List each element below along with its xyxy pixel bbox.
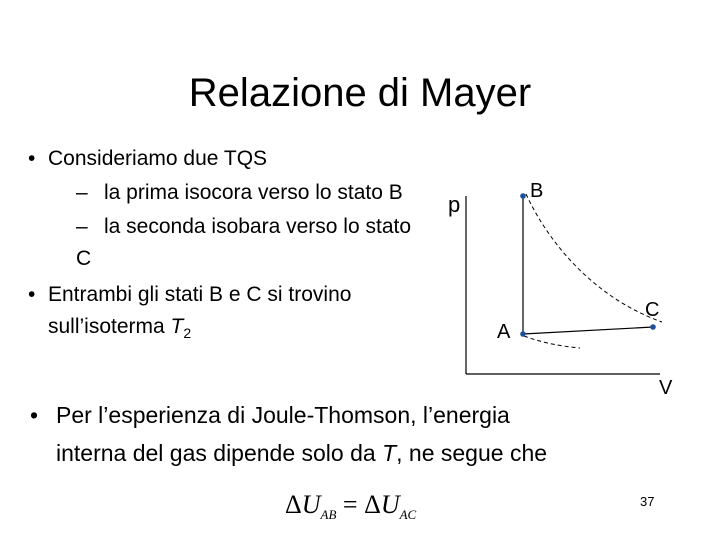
isobaric-line (523, 327, 653, 334)
bullet-text-2-line2 (48, 314, 191, 346)
formula-sub-left: AB (320, 507, 337, 523)
bullet-marker: • (28, 283, 36, 306)
bullet-text-3-suffix: , ne segue che (396, 440, 548, 466)
bullet-text-2-prefix: sull’isoterma (48, 315, 171, 338)
bullet-text-1: Consideriamo due TQS (48, 147, 268, 170)
formula-sub-right: AC (399, 507, 417, 523)
point-c-label: C (645, 299, 660, 321)
page-number: 37 (640, 494, 655, 509)
v-axis-label: V (659, 377, 673, 399)
subbullet-text-2-line1: la seconda isobara verso lo stato (104, 215, 412, 238)
bullet-text-3-line1: Per l’esperienza di Joule-Thomson, l’energia (56, 402, 510, 428)
formula-u-left: U (301, 490, 321, 519)
subbullet-text-1: la prima isocora verso lo stato B (104, 181, 403, 204)
bullet-marker: • (30, 402, 39, 428)
temperature-variable: T (170, 315, 184, 338)
formula-delta-u (285, 490, 416, 523)
temperature-subscript: 2 (183, 325, 192, 342)
bullet-marker: • (28, 147, 36, 170)
point-c-marker (650, 324, 656, 330)
formula-delta-left: Δ (285, 490, 302, 519)
point-b-label: B (530, 180, 544, 202)
isotherm-t1-curve (524, 336, 580, 348)
point-b-marker (520, 193, 526, 199)
point-a-label: A (497, 321, 511, 343)
formula-delta-right: Δ (364, 490, 381, 519)
subbullet-text-2-line2: C (76, 247, 92, 270)
dash-marker: – (76, 215, 88, 238)
point-a-marker (520, 331, 526, 337)
bullet-text-2-line1: Entrambi gli stati B e C si trovino (48, 283, 352, 306)
pv-diagram (440, 170, 680, 400)
bullet-text-3-prefix: interna del gas dipende solo da (56, 440, 383, 466)
isotherm-t2-curve (526, 194, 662, 322)
dash-marker: – (76, 181, 88, 204)
p-axis-label: p (448, 192, 461, 217)
bullet-text-3-line2 (56, 440, 547, 466)
formula-equals: = (336, 490, 365, 519)
slide-title: Relazione di Mayer (188, 71, 532, 115)
formula-u-right: U (380, 490, 400, 519)
temperature-variable-2: T (382, 440, 397, 466)
